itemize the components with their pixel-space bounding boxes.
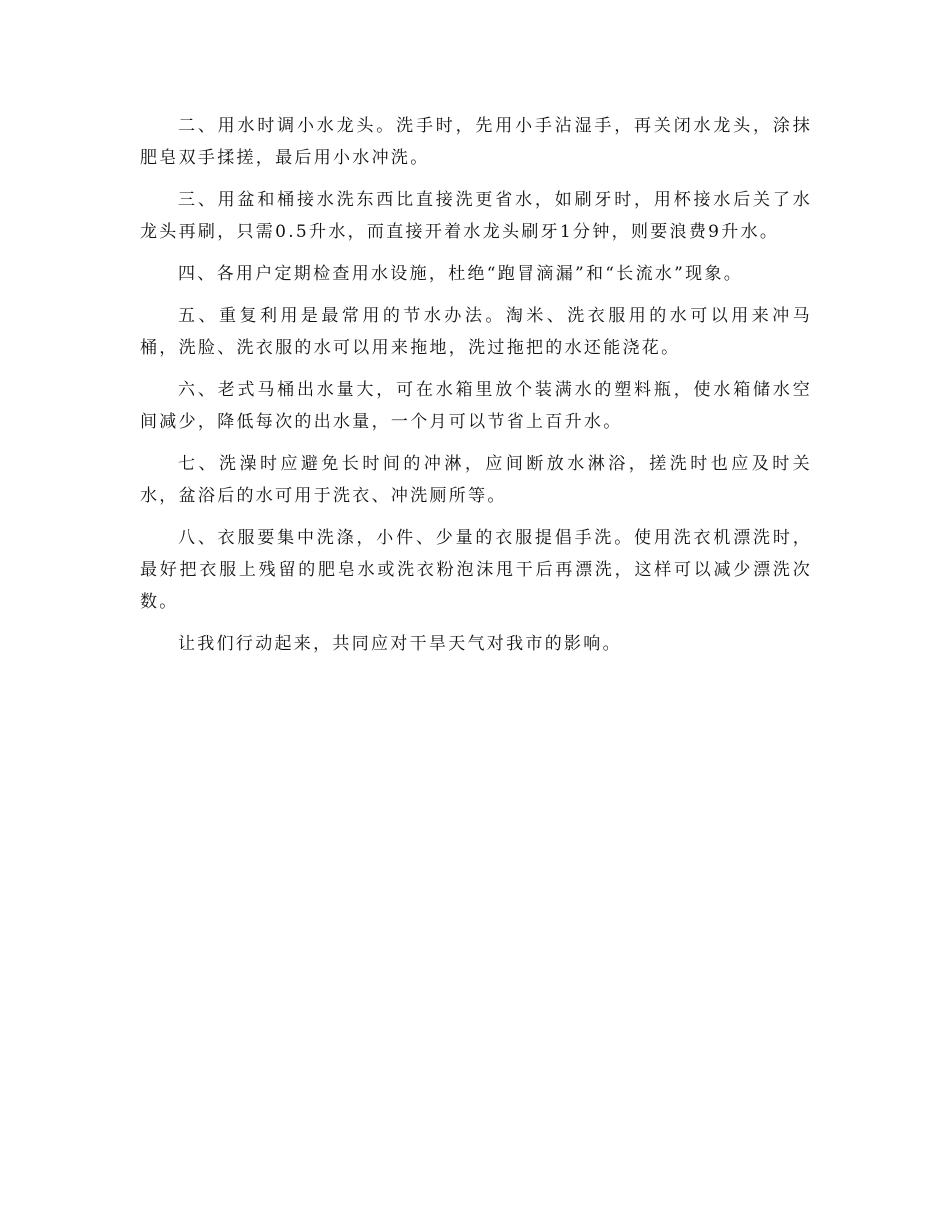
paragraph-tip-2: 二、用水时调小水龙头。洗手时，先用小手沾湿手，再关闭水龙头，涂抹肥皂双手揉搓，最后用小水冲洗。 [140,116,812,168]
paragraph-closing: 让我们行动起来，共同应对干旱天气对我市的影响。 [178,634,622,654]
document-body [140,110,812,670]
paragraph-tip-3: 三、用盆和桶接水洗东西比直接洗更省水，如刷牙时，用杯接水后关了水龙头再刷，只需0.5升水，而直接开着水龙头刷牙1分钟，则要浪费9升水。 [140,190,812,242]
paragraph-tip-8: 八、衣服要集中洗涤，小件、少量的衣服提倡手洗。使用洗衣机漂洗时，最好把衣服上残留的肥皂水或洗衣粉泡沫甩干后再漂洗，这样可以减少漂洗次数。 [140,528,812,612]
paragraph-tip-6: 六、老式马桶出水量大，可在水箱里放个装满水的塑料瓶，使水箱储水空间减少，降低每次的出水量，一个月可以节省上百升水。 [140,380,812,432]
paragraph-tip-5: 五、重复利用是最常用的节水办法。淘米、洗衣服用的水可以用来冲马桶，洗脸、洗衣服的水可以用来拖地，洗过拖把的水还能浇花。 [140,306,812,358]
paragraph-tip-7: 七、洗澡时应避免长时间的冲淋，应间断放水淋浴，搓洗时也应及时关水，盆浴后的水可用于洗衣、冲洗厕所等。 [140,454,812,506]
paragraph-tip-4: 四、各用户定期检查用水设施，杜绝“跑冒滴漏”和“长流水”现象。 [178,264,744,284]
